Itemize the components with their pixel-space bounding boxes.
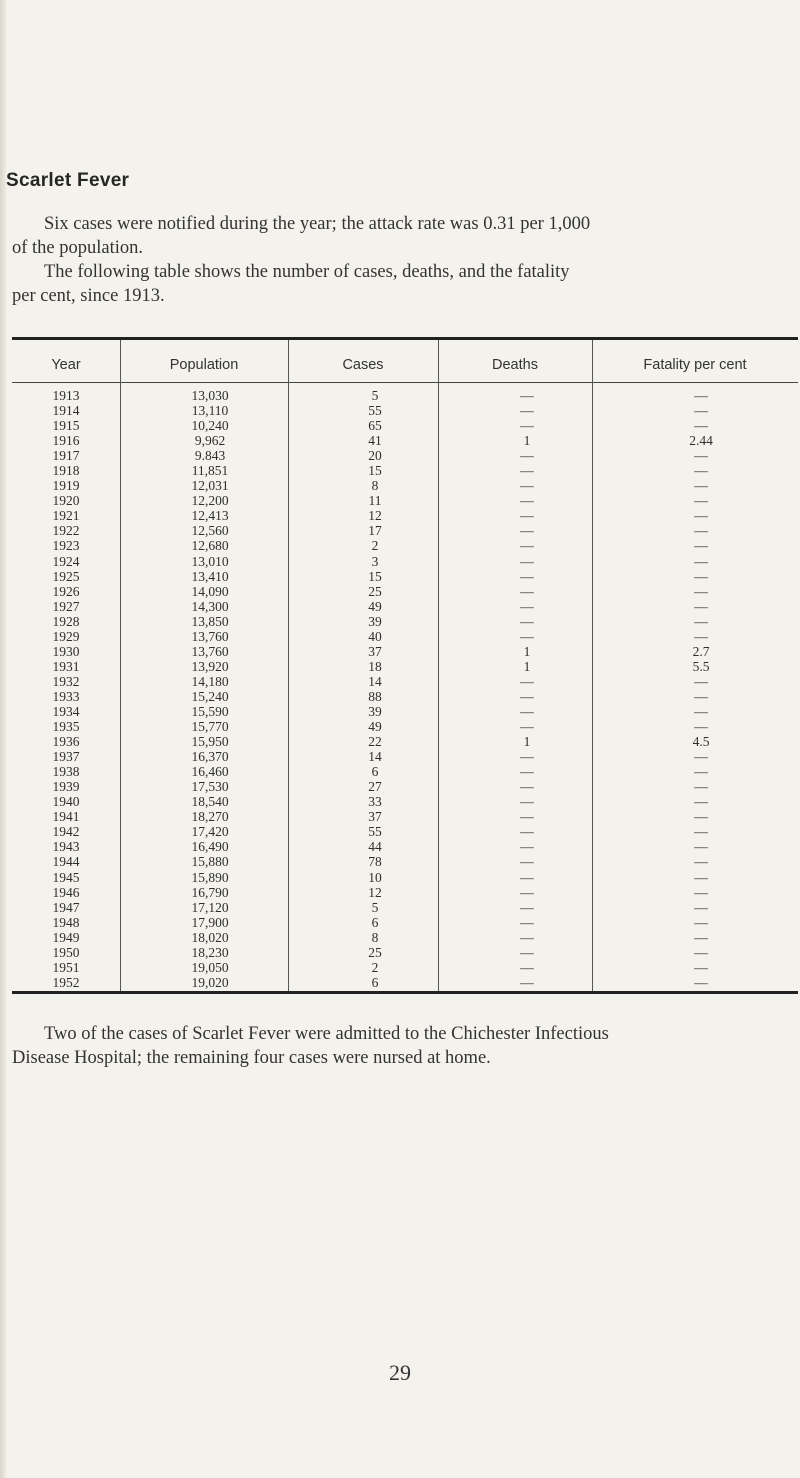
cell-population: 13,010 (191, 553, 229, 569)
cell-year: 1914 (52, 403, 80, 419)
cell-fatality: — (694, 403, 708, 419)
cell-year: 1924 (52, 553, 80, 569)
intro-paragraph (12, 212, 782, 308)
cell-cases: 41 (368, 433, 382, 449)
cell-deaths: 1 (523, 433, 531, 449)
cell-fatality: — (694, 839, 708, 855)
cell-fatality: 4.5 (692, 734, 710, 750)
binding-edge (0, 0, 6, 1478)
cell-fatality: — (694, 613, 708, 629)
cell-population: 12,680 (191, 538, 229, 554)
cell-year: 1930 (52, 643, 80, 659)
cell-year: 1934 (52, 703, 80, 719)
cell-fatality: — (694, 463, 708, 479)
cell-population: 18,020 (191, 929, 229, 945)
table-row (12, 854, 798, 869)
cell-year: 1922 (52, 523, 80, 539)
cell-population: 18,270 (191, 809, 229, 825)
cell-cases: 27 (368, 779, 382, 795)
cell-year: 1918 (52, 463, 80, 479)
cell-deaths: — (520, 673, 534, 689)
cell-fatality: — (694, 854, 708, 870)
cell-deaths: — (520, 463, 534, 479)
table-row (12, 839, 798, 854)
cell-fatality: — (694, 764, 708, 780)
intro-line: of the population. (12, 238, 144, 258)
cell-population: 15,890 (191, 869, 229, 885)
table-row (12, 478, 798, 493)
cell-cases: 14 (368, 749, 382, 765)
table-row (12, 689, 798, 704)
cell-fatality: 2.44 (689, 433, 713, 449)
closing-line: Disease Hospital; the remaining four cases were nursed at home. (12, 1048, 491, 1068)
cell-fatality: — (694, 884, 708, 900)
cell-population: 13,410 (191, 568, 229, 584)
cell-cases: 5 (371, 388, 379, 403)
table-row (12, 614, 798, 629)
cell-cases: 10 (368, 869, 382, 885)
cell-deaths: 1 (523, 734, 531, 750)
table-row (12, 523, 798, 538)
cell-deaths: — (520, 959, 534, 975)
cell-cases: 18 (368, 658, 382, 674)
cell-fatality: — (694, 688, 708, 704)
cell-fatality: — (694, 508, 708, 524)
cell-year: 1945 (52, 869, 80, 885)
cell-fatality: — (694, 598, 708, 614)
cell-year: 1940 (52, 794, 80, 810)
cell-year: 1939 (52, 779, 80, 795)
table-row (12, 870, 798, 885)
cell-cases: 39 (368, 703, 382, 719)
cell-deaths: — (520, 493, 534, 509)
cell-fatality: — (694, 523, 708, 539)
cell-deaths: — (520, 418, 534, 434)
cell-fatality: — (694, 493, 708, 509)
cell-deaths: — (520, 764, 534, 780)
cell-year: 1933 (52, 688, 80, 704)
cell-deaths: — (520, 388, 534, 403)
cell-deaths: — (520, 869, 534, 885)
table-row (12, 584, 798, 599)
cell-fatality: — (694, 824, 708, 840)
cell-year: 1949 (52, 929, 80, 945)
cell-year: 1946 (52, 884, 80, 900)
table-header-rule (12, 382, 798, 383)
cell-population: 13,920 (191, 658, 229, 674)
cell-population: 17,900 (191, 914, 229, 930)
cell-year: 1932 (52, 673, 80, 689)
cell-year: 1917 (52, 448, 80, 464)
cell-population: 16,490 (191, 839, 229, 855)
cell-deaths: — (520, 899, 534, 915)
table-row (12, 734, 798, 749)
cell-fatality: 5.5 (692, 658, 710, 674)
closing-line: Two of the cases of Scarlet Fever were admitted to the Chichester Infectious (44, 1024, 609, 1044)
cell-year: 1928 (52, 613, 80, 629)
table-row (12, 403, 798, 418)
cell-fatality: — (694, 869, 708, 885)
header-cases: Cases (342, 357, 384, 373)
cell-cases: 37 (368, 809, 382, 825)
cell-deaths: — (520, 688, 534, 704)
cell-year: 1915 (52, 418, 80, 434)
cell-population: 17,420 (191, 824, 229, 840)
cell-year: 1944 (52, 854, 80, 870)
cell-fatality: — (694, 974, 708, 990)
cell-year: 1920 (52, 493, 80, 509)
cell-deaths: — (520, 974, 534, 990)
table-row (12, 644, 798, 659)
table-row (12, 433, 798, 448)
table-row (12, 659, 798, 674)
intro-line: Six cases were notified during the year; the attack rate was 0.31 per 1,000 (44, 214, 591, 234)
intro-line: The following table shows the number of cases, deaths, and the fatality (44, 262, 570, 282)
header-population: Population (169, 357, 239, 373)
cell-fatality: — (694, 794, 708, 810)
header-year: Year (51, 357, 81, 373)
cell-deaths: — (520, 794, 534, 810)
table-row (12, 915, 798, 930)
cell-cases: 40 (368, 628, 382, 644)
cell-population: 12,200 (191, 493, 229, 509)
cell-population: 17,120 (191, 899, 229, 915)
cell-deaths: — (520, 568, 534, 584)
cell-year: 1919 (52, 478, 80, 494)
cell-fatality: — (694, 703, 708, 719)
cell-cases: 65 (368, 418, 382, 434)
cell-population: 14,090 (191, 583, 229, 599)
cell-population: 15,240 (191, 688, 229, 704)
cell-population: 9,962 (194, 433, 226, 449)
cell-cases: 11 (368, 493, 382, 509)
cell-deaths: — (520, 598, 534, 614)
cell-deaths: — (520, 703, 534, 719)
cell-fatality: — (694, 628, 708, 644)
cell-population: 14,180 (191, 673, 229, 689)
table-row (12, 674, 798, 689)
cell-year: 1937 (52, 749, 80, 765)
cell-deaths: — (520, 779, 534, 795)
cell-deaths: — (520, 929, 534, 945)
cell-population: 19,020 (191, 974, 229, 990)
table-row (12, 749, 798, 764)
cell-year: 1935 (52, 719, 80, 735)
cell-fatality: — (694, 448, 708, 464)
cell-deaths: — (520, 553, 534, 569)
cell-population: 12,031 (191, 478, 229, 494)
cell-population: 15,880 (191, 854, 229, 870)
cell-deaths: — (520, 523, 534, 539)
cell-cases: 15 (368, 463, 382, 479)
table-row (12, 719, 798, 734)
table-top-rule (12, 337, 798, 340)
table-body (12, 388, 798, 990)
cell-year: 1926 (52, 583, 80, 599)
cell-population: 13,760 (191, 628, 229, 644)
table-row (12, 779, 798, 794)
cell-cases: 2 (371, 538, 379, 554)
cell-year: 1938 (52, 764, 80, 780)
cell-deaths: — (520, 628, 534, 644)
cell-cases: 49 (368, 598, 382, 614)
table-row (12, 569, 798, 584)
cell-year: 1947 (52, 899, 80, 915)
cell-population: 15,950 (191, 734, 229, 750)
page-number: 29 (389, 1360, 411, 1385)
cell-population: 15,590 (191, 703, 229, 719)
table-row (12, 554, 798, 569)
cell-year: 1952 (52, 974, 80, 990)
cell-fatality: — (694, 418, 708, 434)
cell-population: 16,790 (191, 884, 229, 900)
cell-population: 13,030 (191, 388, 229, 403)
cell-year: 1931 (52, 658, 80, 674)
cell-population: 10,240 (191, 418, 229, 434)
cell-deaths: — (520, 538, 534, 554)
cell-deaths: — (520, 809, 534, 825)
cell-cases: 49 (368, 719, 382, 735)
cell-cases: 8 (371, 929, 379, 945)
cell-deaths: — (520, 583, 534, 599)
cell-year: 1943 (52, 839, 80, 855)
cell-cases: 3 (371, 553, 379, 569)
cell-cases: 39 (368, 613, 382, 629)
cell-fatality: — (694, 944, 708, 960)
cell-population: 12,560 (191, 523, 229, 539)
cell-deaths: — (520, 839, 534, 855)
table-row (12, 599, 798, 614)
table-row (12, 418, 798, 433)
table-row (12, 945, 798, 960)
cell-deaths: — (520, 478, 534, 494)
cell-deaths: — (520, 403, 534, 419)
cell-year: 1925 (52, 568, 80, 584)
cell-population: 19,050 (191, 959, 229, 975)
cell-fatality: — (694, 719, 708, 735)
cell-population: 11,851 (191, 463, 229, 479)
cell-cases: 8 (371, 478, 379, 494)
cell-population: 12,413 (191, 508, 229, 524)
cell-cases: 14 (368, 673, 382, 689)
table-row (12, 885, 798, 900)
cell-cases: 55 (368, 824, 382, 840)
cell-year: 1950 (52, 944, 80, 960)
cell-year: 1913 (52, 388, 80, 403)
cell-cases: 33 (368, 794, 382, 810)
cell-population: 16,370 (191, 749, 229, 765)
cell-cases: 15 (368, 568, 382, 584)
header-deaths: Deaths (492, 357, 538, 373)
cell-population: 13,110 (191, 403, 229, 419)
cell-fatality: — (694, 809, 708, 825)
cell-cases: 25 (368, 583, 382, 599)
cell-deaths: — (520, 824, 534, 840)
cell-deaths: — (520, 749, 534, 765)
cell-deaths: — (520, 884, 534, 900)
cell-fatality: — (694, 478, 708, 494)
table-row (12, 960, 798, 975)
cell-fatality: — (694, 583, 708, 599)
cell-deaths: — (520, 719, 534, 735)
cell-population: 16,460 (191, 764, 229, 780)
cell-deaths: — (520, 448, 534, 464)
cell-deaths: — (520, 508, 534, 524)
cell-population: 18,540 (191, 794, 229, 810)
cell-cases: 17 (368, 523, 382, 539)
cell-cases: 55 (368, 403, 382, 419)
cell-cases: 88 (368, 688, 382, 704)
table-row (12, 508, 798, 523)
cell-cases: 6 (371, 974, 379, 990)
cell-fatality: — (694, 899, 708, 915)
cell-cases: 6 (371, 914, 379, 930)
cell-deaths: 1 (523, 643, 531, 659)
cell-year: 1927 (52, 598, 80, 614)
cell-cases: 20 (368, 448, 382, 464)
table-row (12, 463, 798, 478)
cell-deaths: — (520, 613, 534, 629)
cell-fatality: — (694, 959, 708, 975)
cell-population: 14,300 (191, 598, 229, 614)
cell-deaths: 1 (523, 658, 531, 674)
table-row (12, 809, 798, 824)
cell-deaths: — (520, 944, 534, 960)
cell-year: 1941 (52, 809, 80, 825)
cell-fatality: — (694, 388, 708, 403)
table-row (12, 388, 798, 403)
closing-paragraph (12, 1022, 782, 1070)
cell-deaths: — (520, 854, 534, 870)
cell-fatality: — (694, 779, 708, 795)
cell-population: 13,850 (191, 613, 229, 629)
cell-fatality: — (694, 914, 708, 930)
table-row (12, 930, 798, 945)
table-bottom-rule (12, 991, 798, 994)
cell-cases: 25 (368, 944, 382, 960)
cell-population: 17,530 (191, 779, 229, 795)
table-row (12, 975, 798, 990)
section-heading: Scarlet Fever (6, 170, 130, 191)
cell-cases: 12 (368, 508, 382, 524)
table-row (12, 824, 798, 839)
table-row (12, 794, 798, 809)
cell-fatality: — (694, 538, 708, 554)
cell-cases: 2 (371, 959, 379, 975)
cell-fatality: — (694, 673, 708, 689)
cell-cases: 5 (371, 899, 379, 915)
cell-population: 13,760 (191, 643, 229, 659)
cell-deaths: — (520, 914, 534, 930)
cell-fatality: — (694, 749, 708, 765)
cell-year: 1929 (52, 628, 80, 644)
cell-year: 1936 (52, 734, 80, 750)
table-row (12, 538, 798, 553)
cell-cases: 78 (368, 854, 382, 870)
cell-fatality: 2.7 (692, 643, 710, 659)
table-row (12, 493, 798, 508)
cell-year: 1951 (52, 959, 80, 975)
cell-cases: 6 (371, 764, 379, 780)
cell-fatality: — (694, 929, 708, 945)
cell-fatality: — (694, 568, 708, 584)
cell-year: 1916 (52, 433, 80, 449)
cell-cases: 22 (368, 734, 382, 750)
cell-cases: 44 (368, 839, 382, 855)
header-fatality: Fatality per cent (643, 357, 747, 373)
cell-year: 1923 (52, 538, 80, 554)
cell-population: 18,230 (191, 944, 229, 960)
table-row (12, 764, 798, 779)
table-row (12, 900, 798, 915)
table-row (12, 448, 798, 463)
intro-line: per cent, since 1913. (12, 286, 165, 306)
table-row (12, 629, 798, 644)
cell-fatality: — (694, 553, 708, 569)
cell-cases: 12 (368, 884, 382, 900)
cell-year: 1942 (52, 824, 80, 840)
cell-year: 1948 (52, 914, 80, 930)
cell-cases: 37 (368, 643, 382, 659)
cell-population: 9.843 (194, 448, 226, 464)
cell-year: 1921 (52, 508, 80, 524)
table-row (12, 704, 798, 719)
cell-population: 15,770 (191, 719, 229, 735)
